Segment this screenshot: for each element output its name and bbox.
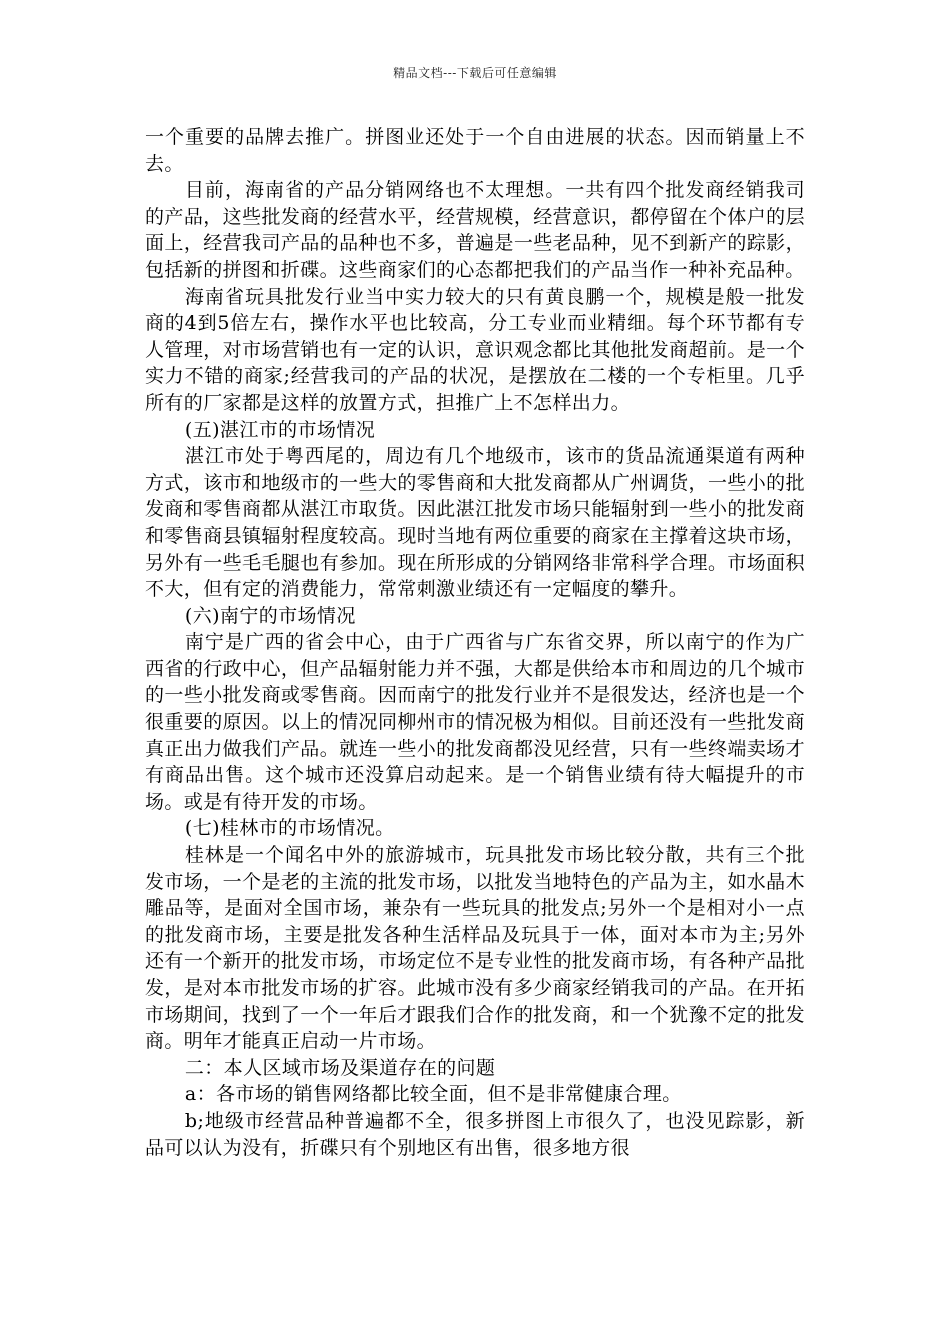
section-heading-guilin: (七)桂林市的市场情况。 [184,817,395,840]
paragraph-continuation: 一个重要的品牌去推广。拼图业还处于一个自由进展的状态。因而销量上不去。 [145,126,805,175]
paragraph-zhanjiang: 湛江市处于粤西尾的，周边有几个地级市，该市的货品流通渠道有两种方式，该市和地级市的一些大的零售商和大批发商都从广州调货，一些小的批发商和零售商都从湛江市取货。因此湛江批发市场只能辐射到一些小的批发商和零售商县镇辐射程度较高。现时当地有两位重要的商家在主撑着这块市场，另外有一些毛毛腿也有参加。现在所形成的分销网络非常科学合理。市场面积不大，但有定的消费能力，常常刺激业绩还有一定幅度的攀升。 [145,445,805,601]
document-body [145,124,805,1161]
paragraph-guilin: 桂林是一个闻名中外的旅游城市，玩具批发市场比较分散，共有三个批发市场，一个是老的主流的批发市场，以批发当地特色的产品为主，如水晶木雕品等，是面对全国市场，兼杂有一些玩具的批发点;另外一个是相对小一点的批发商市场，主要是批发各种生活样品及玩具于一体，面对本市为主;另外还有一个新开的批发市场，市场定位不是专业性的批发商市场，有各种产品批发，是对本市批发市场的扩容。此城市没有多少商家经销我司的产品。在开拓市场期间，找到了一个一年后才跟我们合作的批发商，和一个犹豫不定的批发商。明年才能真正启动一片市场。 [145,844,805,1053]
paragraph-problem-b: b;地级市经营品种普遍都不全，很多拼图上市很久了，也没见踪影，新品可以认为没有，折碟只有个别地区有出售，很多地方很 [145,1109,805,1159]
paragraph-nanning: 南宁是广西的省会中心，由于广西省与广东省交界，所以南宁的作为广西省的行政中心，但产品辐射能力并不强，大都是供给本市和周边的几个城市的一些小批发商或零售商。因而南宁的批发行业并不是很发达，经济也是一个很重要的原因。以上的情况同柳州市的情况极为相似。目前还没有一些批发商真正出力做我们产品。就连一些小的批发商都没见经营，只有一些终端卖场才有商品出售。这个城市还没算启动起来。是一个销售业绩有待大幅提升的市场。或是有待开发的市场。 [145,631,805,813]
paragraph-hainan-network: 目前，海南省的产品分销网络也不太理想。一共有四个批发商经销我司的产品，这些批发商的经营水平，经营规模，经营意识，都停留在个体户的层面上，经营我司产品的品种也不多，普遍是一些老品种，见不到新产的踪影，包括新的拼图和折碟。这些商家们的心态都把我们的产品当作一种补充品种。 [145,179,805,281]
paragraph-hainan-wholesaler: 海南省玩具批发行业当中实力较大的只有黄良鹏一个，规模是般一批发商的4到5倍左右，操作水平也比较高，分工专业而业精细。每个环节都有专人管理，对市场营销也有一定的认识，意识观念都比其他批发商超前。是一个实力不错的商家;经营我司的产品的状况，是摆放在二楼的一个专柜里。几乎所有的厂家都是这样的放置方式，担推广上不怎样出力。 [145,285,805,414]
section-heading-zhanjiang: (五)湛江市的市场情况 [184,418,376,441]
paragraph-problem-a: a：各市场的销售网络都比较全面，但不是非常健康合理。 [184,1083,682,1106]
section-heading-problems: 二：本人区域市场及渠道存在的问题 [184,1056,496,1079]
page-header: 精品文档---下载后可任意编辑 [393,66,557,80]
section-heading-nanning: (六)南宁的市场情况 [184,604,356,627]
